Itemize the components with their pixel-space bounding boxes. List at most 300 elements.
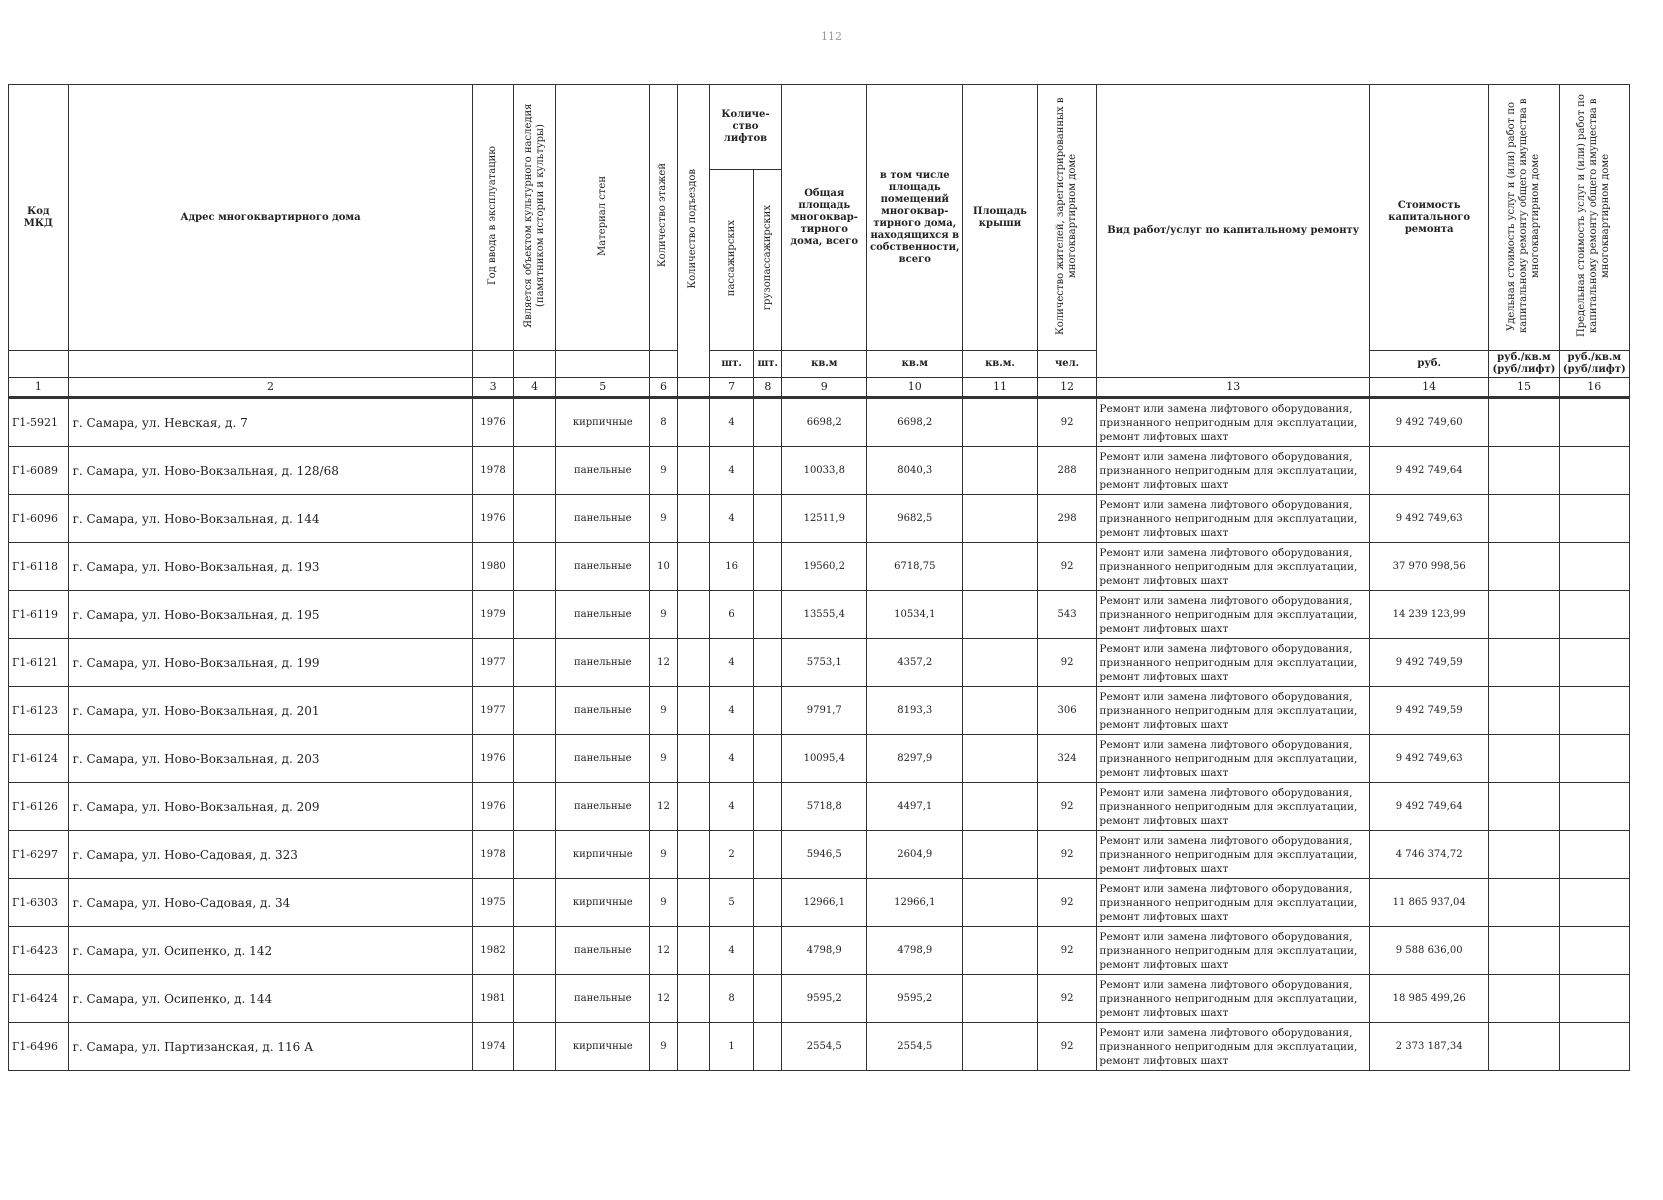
cell-roof-area <box>963 879 1038 927</box>
cell-entrances <box>677 975 709 1023</box>
cell-material: панельные <box>556 735 650 783</box>
unit-material <box>556 351 650 378</box>
cell-floors: 9 <box>650 879 678 927</box>
cell-unit-cost <box>1489 1023 1559 1071</box>
cell-work-type: Ремонт или замена лифтового оборудования, признанного непригодным для эксплуатации, ремонт лифтовых шахт <box>1097 927 1370 975</box>
cell-cost: 9 492 749,60 <box>1370 398 1489 447</box>
unit-lifts-freight: шт. <box>754 351 782 378</box>
cell-cultural <box>513 783 556 831</box>
unit-lifts-passenger: шт. <box>709 351 754 378</box>
column-number <box>677 378 709 398</box>
cell-owned-area: 4798,9 <box>867 927 963 975</box>
cell-floors: 12 <box>650 975 678 1023</box>
cell-work-type: Ремонт или замена лифтового оборудования, признанного непригодным для эксплуатации, ремонт лифтовых шахт <box>1097 975 1370 1023</box>
cell-cost: 9 492 749,64 <box>1370 447 1489 495</box>
table-row <box>9 879 1630 927</box>
cell-limit-cost <box>1559 927 1629 975</box>
cell-code: Г1-6123 <box>9 687 69 735</box>
cell-unit-cost <box>1489 831 1559 879</box>
cell-lifts-freight <box>754 735 782 783</box>
cell-total-area: 5718,8 <box>782 783 867 831</box>
cell-lifts-passenger: 8 <box>709 975 754 1023</box>
cell-floors: 9 <box>650 735 678 783</box>
cell-residents: 92 <box>1037 543 1097 591</box>
cell-material: панельные <box>556 543 650 591</box>
table-row <box>9 1023 1630 1071</box>
cell-limit-cost <box>1559 975 1629 1023</box>
cell-entrances <box>677 447 709 495</box>
cell-total-area: 12511,9 <box>782 495 867 543</box>
cell-address: г. Самара, ул. Осипенко, д. 142 <box>68 927 473 975</box>
column-number: 16 <box>1559 378 1629 398</box>
cell-floors: 9 <box>650 831 678 879</box>
column-number: 14 <box>1370 378 1489 398</box>
cell-total-area: 5753,1 <box>782 639 867 687</box>
cell-roof-area <box>963 495 1038 543</box>
cell-year: 1980 <box>473 543 513 591</box>
cell-lifts-passenger: 4 <box>709 495 754 543</box>
header-row-units <box>9 351 1630 378</box>
cell-address: г. Самара, ул. Ново-Садовая, д. 323 <box>68 831 473 879</box>
cell-cultural <box>513 591 556 639</box>
cell-year: 1982 <box>473 927 513 975</box>
cell-floors: 9 <box>650 591 678 639</box>
cell-lifts-freight <box>754 591 782 639</box>
cell-year: 1976 <box>473 783 513 831</box>
header-lifts-freight: грузопассажирских <box>754 170 782 351</box>
cell-total-area: 13555,4 <box>782 591 867 639</box>
cell-work-type: Ремонт или замена лифтового оборудования, признанного непригодным для эксплуатации, ремонт лифтовых шахт <box>1097 398 1370 447</box>
cell-cost: 14 239 123,99 <box>1370 591 1489 639</box>
cell-roof-area <box>963 543 1038 591</box>
cell-lifts-passenger: 5 <box>709 879 754 927</box>
cell-lifts-freight <box>754 687 782 735</box>
cell-entrances <box>677 591 709 639</box>
cell-lifts-passenger: 4 <box>709 783 754 831</box>
cell-floors: 12 <box>650 927 678 975</box>
cell-code: Г1-6126 <box>9 783 69 831</box>
unit-unit-cost: руб./кв.м (руб/лифт) <box>1489 351 1559 378</box>
header-lifts-passenger: пассажирских <box>709 170 754 351</box>
cell-entrances <box>677 398 709 447</box>
cell-material: кирпичные <box>556 879 650 927</box>
cell-code: Г1-6297 <box>9 831 69 879</box>
cell-residents: 92 <box>1037 975 1097 1023</box>
cell-cost: 9 588 636,00 <box>1370 927 1489 975</box>
cell-address: г. Самара, ул. Невская, д. 7 <box>68 398 473 447</box>
cell-work-type: Ремонт или замена лифтового оборудования, признанного непригодным для эксплуатации, ремонт лифтовых шахт <box>1097 495 1370 543</box>
cell-unit-cost <box>1489 591 1559 639</box>
cell-entrances <box>677 543 709 591</box>
cell-work-type: Ремонт или замена лифтового оборудования, признанного непригодным для эксплуатации, ремонт лифтовых шахт <box>1097 831 1370 879</box>
cell-floors: 9 <box>650 495 678 543</box>
cell-work-type: Ремонт или замена лифтового оборудования, признанного непригодным для эксплуатации, ремонт лифтовых шахт <box>1097 687 1370 735</box>
cell-owned-area: 2554,5 <box>867 1023 963 1071</box>
cell-address: г. Самара, ул. Партизанская, д. 116 А <box>68 1023 473 1071</box>
cell-entrances <box>677 639 709 687</box>
cell-owned-area: 10534,1 <box>867 591 963 639</box>
cell-lifts-passenger: 4 <box>709 447 754 495</box>
cell-cost: 4 746 374,72 <box>1370 831 1489 879</box>
cell-unit-cost <box>1489 495 1559 543</box>
unit-code <box>9 351 69 378</box>
cell-roof-area <box>963 927 1038 975</box>
unit-total-area: кв.м <box>782 351 867 378</box>
cell-unit-cost <box>1489 447 1559 495</box>
header-total-area: Общая площадь многоквар- тирного дома, всего <box>782 85 867 351</box>
cell-total-area: 5946,5 <box>782 831 867 879</box>
header-owned-area: в том числе площадь помещений многоквар- тирного дома, находящихся в собственности, всего <box>867 85 963 351</box>
cell-address: г. Самара, ул. Ново-Вокзальная, д. 201 <box>68 687 473 735</box>
unit-year <box>473 351 513 378</box>
cell-work-type: Ремонт или замена лифтового оборудования, признанного непригодным для эксплуатации, ремонт лифтовых шахт <box>1097 639 1370 687</box>
table-row <box>9 927 1630 975</box>
cell-cost: 9 492 749,59 <box>1370 687 1489 735</box>
cell-entrances <box>677 495 709 543</box>
cell-entrances <box>677 831 709 879</box>
cell-cultural <box>513 687 556 735</box>
header-unit-cost: Удельная стоимость услуг и (или) работ по капитальному ремонту общего имущества в многоквартирном доме <box>1489 85 1559 351</box>
column-number: 9 <box>782 378 867 398</box>
cell-total-area: 10095,4 <box>782 735 867 783</box>
cell-floors: 9 <box>650 1023 678 1071</box>
column-number: 3 <box>473 378 513 398</box>
header-code: Код МКД <box>9 85 69 351</box>
cell-cost: 2 373 187,34 <box>1370 1023 1489 1071</box>
cell-limit-cost <box>1559 831 1629 879</box>
cell-work-type: Ремонт или замена лифтового оборудования, признанного непригодным для эксплуатации, ремонт лифтовых шахт <box>1097 447 1370 495</box>
cell-total-area: 19560,2 <box>782 543 867 591</box>
cell-lifts-passenger: 16 <box>709 543 754 591</box>
cell-address: г. Самара, ул. Ново-Вокзальная, д. 128/68 <box>68 447 473 495</box>
cell-residents: 543 <box>1037 591 1097 639</box>
cell-unit-cost <box>1489 975 1559 1023</box>
cell-cultural <box>513 927 556 975</box>
cell-code: Г1-6423 <box>9 927 69 975</box>
cell-owned-area: 8040,3 <box>867 447 963 495</box>
unit-roof-area: кв.м. <box>963 351 1038 378</box>
header-roof-area: Площадь крыши <box>963 85 1038 351</box>
cell-material: панельные <box>556 495 650 543</box>
cell-lifts-freight <box>754 879 782 927</box>
cell-material: панельные <box>556 927 650 975</box>
header-work-type: Вид работ/услуг по капитальному ремонту <box>1097 85 1370 378</box>
cell-material: панельные <box>556 783 650 831</box>
column-number: 6 <box>650 378 678 398</box>
cell-lifts-freight <box>754 543 782 591</box>
cell-cultural <box>513 831 556 879</box>
cell-year: 1975 <box>473 879 513 927</box>
cell-work-type: Ремонт или замена лифтового оборудования, признанного непригодным для эксплуатации, ремонт лифтовых шахт <box>1097 783 1370 831</box>
cell-roof-area <box>963 735 1038 783</box>
header-lifts-group: Количе- ство лифтов <box>709 85 781 170</box>
cell-residents: 92 <box>1037 879 1097 927</box>
cell-residents: 92 <box>1037 1023 1097 1071</box>
cell-code: Г1-5921 <box>9 398 69 447</box>
column-number-row <box>9 378 1630 398</box>
cell-roof-area <box>963 1023 1038 1071</box>
unit-residents: чел. <box>1037 351 1097 378</box>
cell-cost: 9 492 749,59 <box>1370 639 1489 687</box>
cell-limit-cost <box>1559 591 1629 639</box>
cell-roof-area <box>963 687 1038 735</box>
cell-lifts-passenger: 1 <box>709 1023 754 1071</box>
header-year: Год ввода в эксплуатацию <box>473 85 513 351</box>
cell-total-area: 10033,8 <box>782 447 867 495</box>
cell-roof-area <box>963 975 1038 1023</box>
unit-owned-area: кв.м <box>867 351 963 378</box>
header-cultural: Является объектом культурного наследия (памятником истории и культуры) <box>513 85 556 351</box>
cell-entrances <box>677 783 709 831</box>
cell-roof-area <box>963 398 1038 447</box>
cell-year: 1977 <box>473 639 513 687</box>
cell-lifts-freight <box>754 398 782 447</box>
cell-unit-cost <box>1489 879 1559 927</box>
cell-code: Г1-6303 <box>9 879 69 927</box>
cell-code: Г1-6089 <box>9 447 69 495</box>
cell-residents: 324 <box>1037 735 1097 783</box>
unit-cost: руб. <box>1370 351 1489 378</box>
cell-unit-cost <box>1489 398 1559 447</box>
header-cost: Стоимость капитального ремонта <box>1370 85 1489 351</box>
cell-address: г. Самара, ул. Ново-Вокзальная, д. 209 <box>68 783 473 831</box>
cell-code: Г1-6118 <box>9 543 69 591</box>
cell-address: г. Самара, ул. Ново-Вокзальная, д. 193 <box>68 543 473 591</box>
cell-unit-cost <box>1489 735 1559 783</box>
table-row <box>9 687 1630 735</box>
cell-unit-cost <box>1489 927 1559 975</box>
cell-residents: 92 <box>1037 783 1097 831</box>
cell-lifts-freight <box>754 495 782 543</box>
table-row <box>9 543 1630 591</box>
cell-roof-area <box>963 639 1038 687</box>
cell-roof-area <box>963 783 1038 831</box>
cell-material: панельные <box>556 975 650 1023</box>
table-row <box>9 447 1630 495</box>
cell-limit-cost <box>1559 687 1629 735</box>
cell-cost: 18 985 499,26 <box>1370 975 1489 1023</box>
cell-unit-cost <box>1489 543 1559 591</box>
cell-material: панельные <box>556 687 650 735</box>
cell-address: г. Самара, ул. Ново-Садовая, д. 34 <box>68 879 473 927</box>
column-number: 13 <box>1097 378 1370 398</box>
cell-address: г. Самара, ул. Ново-Вокзальная, д. 195 <box>68 591 473 639</box>
cell-owned-area: 12966,1 <box>867 879 963 927</box>
cell-limit-cost <box>1559 1023 1629 1071</box>
cell-material: кирпичные <box>556 1023 650 1071</box>
cell-floors: 8 <box>650 398 678 447</box>
capital-repair-table <box>8 84 1630 1071</box>
cell-year: 1974 <box>473 1023 513 1071</box>
cell-cultural <box>513 639 556 687</box>
cell-year: 1977 <box>473 687 513 735</box>
cell-roof-area <box>963 831 1038 879</box>
cell-year: 1981 <box>473 975 513 1023</box>
cell-cultural <box>513 495 556 543</box>
cell-year: 1976 <box>473 398 513 447</box>
cell-lifts-freight <box>754 783 782 831</box>
cell-lifts-passenger: 4 <box>709 398 754 447</box>
cell-total-area: 9791,7 <box>782 687 867 735</box>
cell-limit-cost <box>1559 447 1629 495</box>
column-number: 10 <box>867 378 963 398</box>
cell-owned-area: 8297,9 <box>867 735 963 783</box>
cell-year: 1979 <box>473 591 513 639</box>
cell-lifts-freight <box>754 975 782 1023</box>
table-row <box>9 398 1630 447</box>
table-row <box>9 831 1630 879</box>
cell-unit-cost <box>1489 783 1559 831</box>
cell-residents: 92 <box>1037 927 1097 975</box>
cell-floors: 12 <box>650 639 678 687</box>
cell-total-area: 4798,9 <box>782 927 867 975</box>
cell-floors: 9 <box>650 687 678 735</box>
table-body <box>9 398 1630 1071</box>
cell-lifts-passenger: 2 <box>709 831 754 879</box>
cell-limit-cost <box>1559 639 1629 687</box>
cell-limit-cost <box>1559 879 1629 927</box>
cell-cost: 9 492 749,63 <box>1370 495 1489 543</box>
cell-year: 1978 <box>473 831 513 879</box>
cell-cost: 37 970 998,56 <box>1370 543 1489 591</box>
cell-residents: 92 <box>1037 831 1097 879</box>
cell-code: Г1-6124 <box>9 735 69 783</box>
cell-residents: 92 <box>1037 398 1097 447</box>
cell-lifts-freight <box>754 447 782 495</box>
cell-residents: 298 <box>1037 495 1097 543</box>
cell-cost: 11 865 937,04 <box>1370 879 1489 927</box>
unit-cultural <box>513 351 556 378</box>
table-row <box>9 495 1630 543</box>
table-row <box>9 783 1630 831</box>
cell-cost: 9 492 749,63 <box>1370 735 1489 783</box>
cell-work-type: Ремонт или замена лифтового оборудования, признанного непригодным для эксплуатации, ремонт лифтовых шахт <box>1097 735 1370 783</box>
cell-owned-area: 8193,3 <box>867 687 963 735</box>
unit-limit-cost: руб./кв.м (руб/лифт) <box>1559 351 1629 378</box>
cell-year: 1976 <box>473 495 513 543</box>
cell-material: панельные <box>556 591 650 639</box>
cell-residents: 92 <box>1037 639 1097 687</box>
header-residents: Количество жителей, зарегистрированных в многоквартирном доме <box>1037 85 1097 351</box>
cell-owned-area: 2604,9 <box>867 831 963 879</box>
cell-lifts-freight <box>754 927 782 975</box>
cell-owned-area: 6698,2 <box>867 398 963 447</box>
cell-code: Г1-6424 <box>9 975 69 1023</box>
cell-limit-cost <box>1559 735 1629 783</box>
cell-lifts-freight <box>754 1023 782 1071</box>
cell-code: Г1-6119 <box>9 591 69 639</box>
header-limit-cost: Предельная стоимость услуг и (или) работ по капитальному ремонту общего имущества в многоквартирном доме <box>1559 85 1629 351</box>
column-number: 4 <box>513 378 556 398</box>
cell-lifts-passenger: 6 <box>709 591 754 639</box>
cell-roof-area <box>963 591 1038 639</box>
cell-lifts-passenger: 4 <box>709 927 754 975</box>
cell-cultural <box>513 1023 556 1071</box>
cell-owned-area: 6718,75 <box>867 543 963 591</box>
cell-owned-area: 4497,1 <box>867 783 963 831</box>
cell-floors: 9 <box>650 447 678 495</box>
column-number: 8 <box>754 378 782 398</box>
cell-entrances <box>677 927 709 975</box>
cell-cost: 9 492 749,64 <box>1370 783 1489 831</box>
column-number: 2 <box>68 378 473 398</box>
cell-owned-area: 4357,2 <box>867 639 963 687</box>
cell-year: 1978 <box>473 447 513 495</box>
column-number: 15 <box>1489 378 1559 398</box>
column-number: 12 <box>1037 378 1097 398</box>
cell-material: кирпичные <box>556 398 650 447</box>
cell-address: г. Самара, ул. Ново-Вокзальная, д. 199 <box>68 639 473 687</box>
table-row <box>9 975 1630 1023</box>
cell-material: кирпичные <box>556 831 650 879</box>
cell-lifts-freight <box>754 639 782 687</box>
cell-work-type: Ремонт или замена лифтового оборудования, признанного непригодным для эксплуатации, ремонт лифтовых шахт <box>1097 591 1370 639</box>
cell-lifts-passenger: 4 <box>709 687 754 735</box>
cell-unit-cost <box>1489 639 1559 687</box>
cell-material: панельные <box>556 447 650 495</box>
cell-entrances <box>677 879 709 927</box>
cell-lifts-passenger: 4 <box>709 639 754 687</box>
column-number: 1 <box>9 378 69 398</box>
cell-work-type: Ремонт или замена лифтового оборудования, признанного непригодным для эксплуатации, ремонт лифтовых шахт <box>1097 543 1370 591</box>
cell-total-area: 2554,5 <box>782 1023 867 1071</box>
cell-floors: 12 <box>650 783 678 831</box>
cell-address: г. Самара, ул. Осипенко, д. 144 <box>68 975 473 1023</box>
page-number: 112 <box>821 30 842 43</box>
cell-lifts-freight <box>754 831 782 879</box>
column-number: 5 <box>556 378 650 398</box>
cell-code: Г1-6496 <box>9 1023 69 1071</box>
cell-entrances <box>677 1023 709 1071</box>
cell-entrances <box>677 735 709 783</box>
table-row <box>9 591 1630 639</box>
cell-code: Г1-6121 <box>9 639 69 687</box>
header-row-top <box>9 85 1630 170</box>
cell-cultural <box>513 543 556 591</box>
column-number: 7 <box>709 378 754 398</box>
cell-material: панельные <box>556 639 650 687</box>
cell-cultural <box>513 975 556 1023</box>
cell-code: Г1-6096 <box>9 495 69 543</box>
cell-lifts-passenger: 4 <box>709 735 754 783</box>
table-row <box>9 639 1630 687</box>
cell-year: 1976 <box>473 735 513 783</box>
cell-roof-area <box>963 447 1038 495</box>
cell-limit-cost <box>1559 495 1629 543</box>
cell-cultural <box>513 735 556 783</box>
unit-floors <box>650 351 678 378</box>
header-address: Адрес многоквартирного дома <box>68 85 473 351</box>
cell-address: г. Самара, ул. Ново-Вокзальная, д. 144 <box>68 495 473 543</box>
cell-limit-cost <box>1559 398 1629 447</box>
cell-owned-area: 9595,2 <box>867 975 963 1023</box>
cell-entrances <box>677 687 709 735</box>
cell-work-type: Ремонт или замена лифтового оборудования, признанного непригодным для эксплуатации, ремонт лифтовых шахт <box>1097 1023 1370 1071</box>
column-number: 11 <box>963 378 1038 398</box>
cell-cultural <box>513 398 556 447</box>
header-material: Материал стен <box>556 85 650 351</box>
cell-total-area: 12966,1 <box>782 879 867 927</box>
cell-address: г. Самара, ул. Ново-Вокзальная, д. 203 <box>68 735 473 783</box>
cell-cultural <box>513 879 556 927</box>
cell-residents: 306 <box>1037 687 1097 735</box>
header-entrances: Количество подъездов <box>677 85 709 378</box>
cell-limit-cost <box>1559 543 1629 591</box>
cell-limit-cost <box>1559 783 1629 831</box>
unit-address <box>68 351 473 378</box>
cell-residents: 288 <box>1037 447 1097 495</box>
header-floors: Количество этажей <box>650 85 678 351</box>
